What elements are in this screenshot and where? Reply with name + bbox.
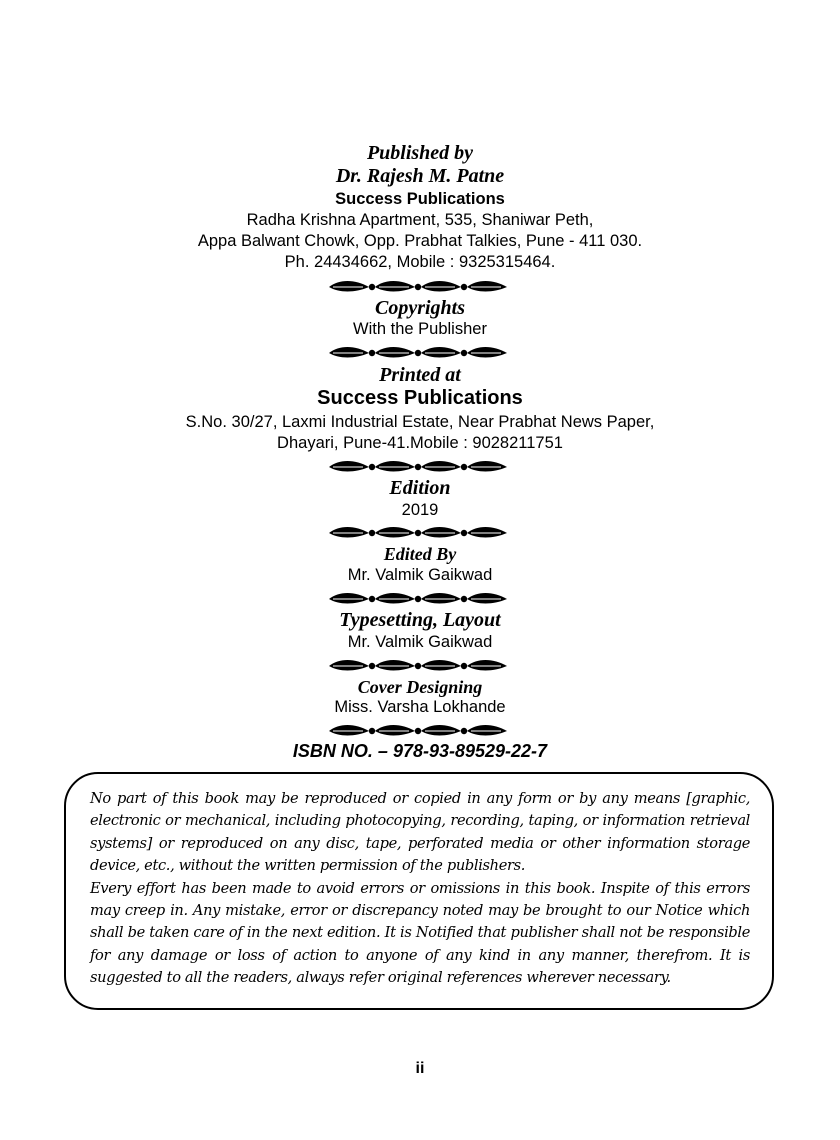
copyrights-value: With the Publisher [353,320,487,338]
leaf-divider-icon [0,723,840,739]
edition-heading: Edition [389,477,451,499]
isbn: ISBN NO. – 978-93-89529-22-7 [292,741,548,761]
printer-company: Success Publications [317,387,523,409]
published-by-heading: Published by [366,142,474,164]
leaf-divider-icon [0,459,840,475]
publisher-phone: Ph. 24434662, Mobile : 9325315464. [284,253,556,271]
notice-paragraph-1: No part of this book may be reproduced or copied in any form or by any means [graphic, electronic or mechanical, including photocopying, recording, taping, or information retrieval systems] or reproduced on any disc, tape, perforated media or other information storage device, etc., without the written permission of the publishers. [90,790,750,875]
cover-value: Miss. Varsha Lokhande [334,698,506,716]
copyrights-heading: Copyrights [374,297,466,319]
publisher-name: Dr. Rajesh M. Patne [335,165,505,187]
leaf-divider-icon [0,525,840,541]
edited-by-value: Mr. Valmik Gaikwad [347,566,493,584]
leaf-divider-icon [0,591,840,607]
leaf-divider-icon [0,658,840,674]
leaf-divider-icon [0,345,840,361]
edition-value: 2019 [401,501,439,519]
publisher-address-line2: Appa Balwant Chowk, Opp. Prabhat Talkies, Pune - 411 030. [197,232,643,250]
printed-at-heading: Printed at [379,364,461,386]
copyright-notice-box [64,772,774,1010]
page-number: ii [415,1060,425,1077]
typesetting-value: Mr. Valmik Gaikwad [347,633,493,651]
printer-address-line2: Dhayari, Pune-41.Mobile : 9028211751 [277,434,563,452]
leaf-divider-icon [0,279,840,295]
notice-paragraph-2: Every effort has been made to avoid errors or omissions in this book. Inspite of this errors may creep in. Any mistake, error or discrepancy noted may be brought to our Notice which shall be taken care of in the next edition. It is Notified that publisher shall not be responsible for any damage or loss of action to anyone of any kind in any manner, therefrom. It is suggested to all the readers, always refer original references wherever necessary. [90,879,750,987]
typesetting-heading: Typesetting, Layout [339,609,501,631]
publisher-company: Success Publications [335,190,505,208]
cover-heading: Cover Designing [357,677,483,697]
edited-by-heading: Edited By [383,544,457,564]
printer-address-line1: S.No. 30/27, Laxmi Industrial Estate, Near Prabhat News Paper, [185,413,655,431]
publisher-address-line1: Radha Krishna Apartment, 535, Shaniwar Peth, [246,211,594,229]
